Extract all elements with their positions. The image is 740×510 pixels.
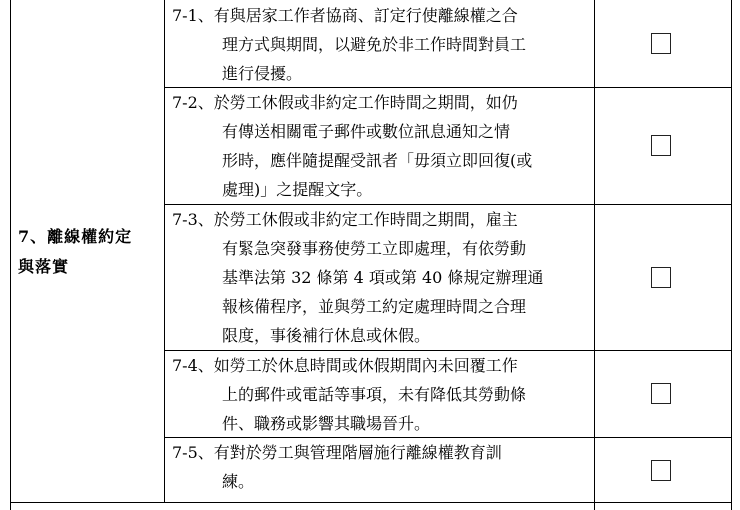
checklist-item-7-2 — [172, 88, 590, 204]
checkbox-7-1[interactable] — [651, 33, 671, 54]
section-label-line2: 與落實 — [18, 257, 70, 276]
table-bottom-border — [10, 502, 732, 503]
item-number: 7-3、 — [172, 210, 214, 229]
section-label-line1: 7、離線權約定 — [18, 227, 133, 246]
checkbox-7-5[interactable] — [651, 460, 671, 481]
item-text-line: 限度，事後補行休息或休假。 — [222, 326, 431, 345]
item-text-line: 理方式與期間，以避免於非工作時間對員工 — [222, 35, 527, 54]
checklist-item-7-4 — [172, 351, 590, 438]
table-border-right — [731, 0, 732, 510]
item-text-line: 件、職務或影響其職場晉升。 — [222, 414, 431, 433]
checklist-item-7-5 — [172, 438, 590, 496]
item-text-line: 形時，應伴隨提醒受訊者「毋須立即回復(或 — [222, 151, 533, 170]
item-text-line: 報核備程序，並與勞工約定處理時間之合理 — [222, 297, 527, 316]
checkbox-7-4[interactable] — [651, 383, 671, 404]
item-text-line: 於勞工休假或非約定工作時間之期間，如仍 — [213, 93, 518, 112]
table-divider-check — [594, 0, 595, 510]
section-label — [18, 222, 158, 282]
item-text-line: 有緊急突發事務使勞工立即處理，有依勞動 — [222, 239, 527, 258]
item-number: 7-5、 — [172, 443, 214, 462]
checklist-item-7-1 — [172, 1, 590, 88]
checklist-item-7-3 — [172, 205, 590, 350]
item-number: 7-2、 — [172, 93, 214, 112]
item-text-line: 進行侵擾。 — [222, 64, 303, 83]
item-number: 7-1、 — [172, 6, 214, 25]
item-text-line: 如勞工於休息時間或休假期間內未回覆工作 — [213, 356, 518, 375]
item-text-line: 有對於勞工與管理階層施行離線權教育訓 — [213, 443, 502, 462]
table-divider-label — [164, 0, 165, 502]
item-text-line: 上的郵件或電話等事項，未有降低其勞動條 — [222, 385, 527, 404]
item-text-line: 基準法第 32 條第 4 項或第 40 條規定辦理通 — [222, 268, 544, 287]
checkbox-7-2[interactable] — [651, 135, 671, 156]
checkbox-7-3[interactable] — [651, 267, 671, 288]
item-text-line: 處理)」之提醒文字。 — [222, 180, 373, 199]
item-text-line: 有與居家工作者協商、訂定行使離線權之合 — [213, 6, 518, 25]
item-text-line: 練。 — [222, 472, 255, 491]
item-text-line: 於勞工休假或非約定工作時間之期間，雇主 — [213, 210, 518, 229]
item-number: 7-4、 — [172, 356, 214, 375]
table-border-left — [10, 0, 11, 510]
item-text-line: 有傳送相關電子郵件或數位訊息通知之情 — [222, 122, 511, 141]
